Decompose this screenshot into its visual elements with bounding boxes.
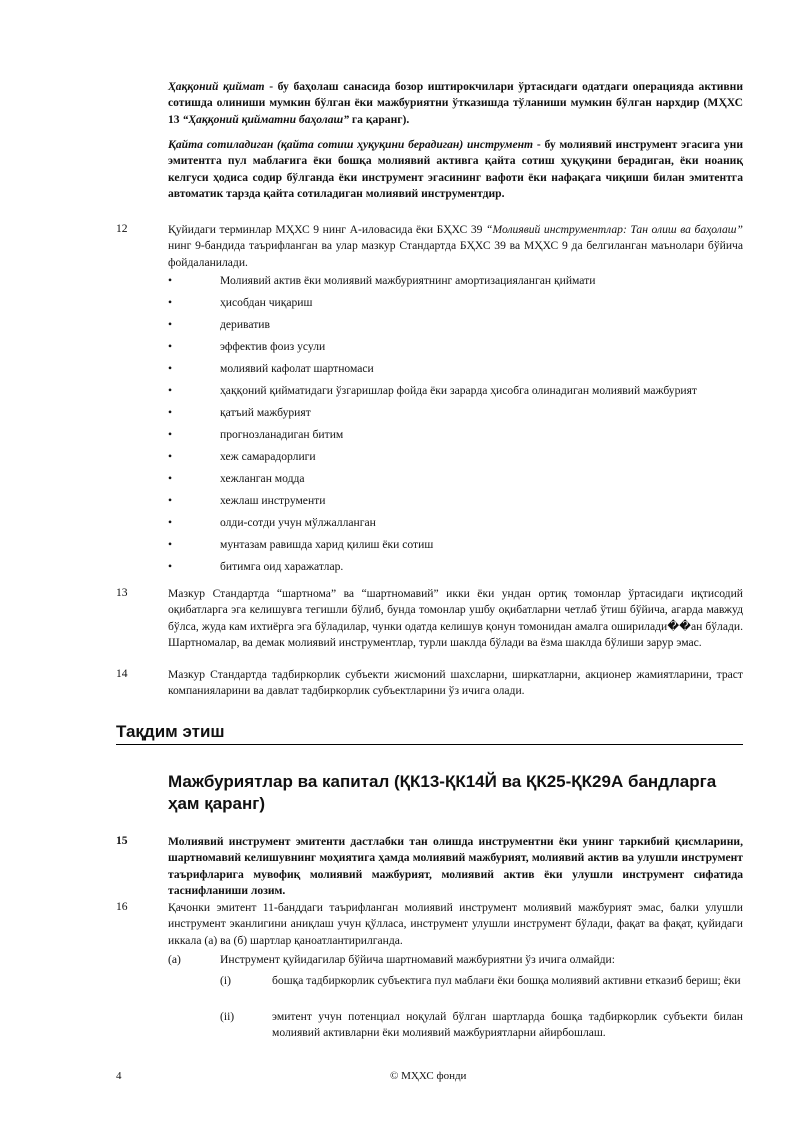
paragraph-text: Қуйидаги терминлар МҲХС 9 нинг А-иловасида ёки БҲХС 39 bbox=[168, 223, 487, 236]
bullet-icon: • bbox=[168, 296, 173, 309]
list-item-text: молиявий кафолат шартномаси bbox=[220, 362, 374, 375]
paragraph-13: Мазкур Стандартда “шартнома” ва “шартномавий” икки ёки ундан ортиқ томонлар ўртасидаги иқтисодий оқибатларга эга келишувга тегишли бўлиб, бунда томонлар ушбу оқибатларни четлаб ўтиш бўйича, агарда мавжуд бўлса, жуда кам ихтиёрга эга бўладилар, чунки одатда келишув қонун томонидан амалга оширилади��ан бўлади. Шартномалар, ва демак молиявий инструментлар, турли шаклда бўлади ва ёзма шаклда бўлиши зарур эмас. bbox=[168, 587, 743, 650]
subitem-text: бошқа тадбиркорлик субъектига пул маблағи ёки бошқа молиявий активни етказиб бериш; ёки bbox=[272, 974, 741, 987]
page-number: 4 bbox=[116, 1070, 122, 1082]
subsection-heading: Мажбуриятлар ва капитал (ҚК13-ҚК14Й ва ҚК25-ҚК29А бандларга ҳам қаранг) bbox=[168, 772, 717, 813]
list-item bbox=[168, 383, 743, 399]
list-item-text: ҳисобдан чиқариш bbox=[220, 296, 313, 309]
subitem-label: (i) bbox=[220, 974, 231, 987]
list-item-text: битимга оид харажатлар. bbox=[220, 560, 344, 573]
paragraph-16: Қачонки эмитент 11-банддаги таърифланган молиявий инструмент молиявий мажбурият эмас, балки улушли инструмент эканлигини аниқлаш учун қўлласа, инструмент улушли инструмент бўлади, фақат ва фақат, қуйидаги иккала (а) ва (б) шартлар қаноатлантирилганда. bbox=[168, 901, 743, 947]
definition-puttable-instrument bbox=[168, 137, 743, 203]
paragraph-text: нинг 9-бандида таърифланган ва улар мазкур Стандартда БҲХС 39 ва МҲХС 9 да белгиланган маънолари бўйича фойдаланилади. bbox=[168, 239, 743, 269]
definition-term: Ҳаққоний қиймат bbox=[168, 80, 265, 93]
paragraph-number: 14 bbox=[116, 667, 128, 680]
list-item bbox=[168, 515, 743, 531]
definition-reference: “Ҳаққоний қийматни баҳолаш” bbox=[182, 112, 350, 126]
list-item bbox=[168, 273, 743, 289]
bullet-icon: • bbox=[168, 362, 173, 375]
list-item bbox=[168, 317, 743, 333]
list-item-text: мунтазам равишда харид қилиш ёки сотиш bbox=[220, 538, 434, 551]
list-item bbox=[168, 537, 743, 553]
list-item bbox=[168, 427, 743, 443]
terms-list bbox=[168, 273, 743, 581]
list-item bbox=[168, 471, 743, 487]
paragraph-12 bbox=[168, 222, 743, 271]
item-label: (а) bbox=[168, 953, 181, 966]
definition-text: - бу баҳолаш санасида бозор иштирокчилари ўртасидаги одатдаги операцияда активни сотишда олиниши мумкин бўлган ёки мажбуриятни ўтказишда тўланиши мумкин бўлган нархдир (МҲХС 13 bbox=[168, 80, 743, 126]
list-item bbox=[168, 449, 743, 465]
subitem-label: (ii) bbox=[220, 1010, 235, 1023]
list-item-text: олди-сотди учун мўлжалланган bbox=[220, 516, 376, 529]
list-item-text: прогнозланадиган битим bbox=[220, 428, 344, 441]
bullet-icon: • bbox=[168, 274, 173, 287]
bullet-icon: • bbox=[168, 384, 173, 397]
definition-fair-value bbox=[168, 79, 743, 128]
paragraph-number: 16 bbox=[116, 900, 128, 913]
item-text: Инструмент қуйидагилар бўйича шартномавий мажбуриятни ўз ичига олмайди: bbox=[220, 953, 615, 966]
bullet-icon: • bbox=[168, 450, 173, 463]
bullet-icon: • bbox=[168, 516, 173, 529]
paragraph-number: 13 bbox=[116, 586, 128, 599]
bullet-icon: • bbox=[168, 340, 173, 353]
definition-term: Қайта сотиладиган (қайта сотиш ҳуқуқини берадиган) инструмент bbox=[168, 138, 534, 151]
paragraph-number: 15 bbox=[116, 834, 128, 847]
standard-title: “Молиявий инструментлар: Тан олиш ва баҳолаш” bbox=[486, 223, 743, 236]
list-item bbox=[168, 295, 743, 311]
definition-text: - бу молиявий инструмент эгасига уни эмитентга пул маблағига ёки бошқа молиявий активга қайта сотиш ҳуқуқини берадиган, ёки ноаниқ келгуси ҳодиса содир бўлганда ёки инструмент эгасининг вафоти ёки нафақага чиқиши билан эмитентга автоматик тарзда қайта сотиладиган молиявий инструментдир. bbox=[168, 138, 743, 201]
definition-tail: га қаранг). bbox=[349, 112, 410, 126]
list-item-text: эффектив фоиз усули bbox=[220, 340, 326, 353]
list-item-text: хежланган модда bbox=[220, 472, 305, 485]
subitem-text: эмитент учун потенциал ноқулай бўлган шартларда бошқа тадбиркорлик субъекти билан молиявий активларни ёки молиявий мажбуриятларни айирбошлаш. bbox=[272, 1010, 743, 1040]
list-item-text: қатъий мажбурият bbox=[220, 406, 311, 419]
list-item bbox=[168, 361, 743, 377]
list-item bbox=[168, 493, 743, 509]
list-item bbox=[168, 339, 743, 355]
bullet-icon: • bbox=[168, 538, 173, 551]
list-item-text: Молиявий актив ёки молиявий мажбуриятнинг амортизацияланган қиймати bbox=[220, 274, 596, 287]
paragraph-number: 12 bbox=[116, 222, 128, 235]
bullet-icon: • bbox=[168, 472, 173, 485]
bullet-icon: • bbox=[168, 318, 173, 331]
footer-copyright: © МҲХС фонди bbox=[390, 1070, 467, 1082]
list-item bbox=[168, 559, 743, 575]
list-item-text: хежлаш инструменти bbox=[220, 494, 326, 507]
bullet-icon: • bbox=[168, 560, 173, 573]
list-item-text: ҳаққоний қийматидаги ўзгаришлар фойда ёки зарарда ҳисобга олинадиган молиявий мажбурият bbox=[220, 384, 697, 397]
paragraph-15: Молиявий инструмент эмитенти дастлабки тан олишда инструментни ёки унинг таркибий қисмларини, шартномавий келишувнинг моҳиятига ҳамда молиявий мажбурият, молиявий актив ва улушли инструмент таърифларига мувофиқ молиявий мажбурият, молиявий актив ёки улушли инструмент сифатида таснифланиши лозим. bbox=[168, 835, 743, 898]
list-item-text: хеж самарадорлиги bbox=[220, 450, 316, 463]
bullet-icon: • bbox=[168, 406, 173, 419]
paragraph-14: Мазкур Стандартда тадбиркорлик субъекти жисмоний шахсларни, ширкатларни, акционер жамиятларини, траст компанияларини ва давлат тадбиркорлик субъектларини ўз ичига олади. bbox=[168, 668, 743, 698]
list-item bbox=[168, 405, 743, 421]
list-item-text: дериватив bbox=[220, 318, 270, 331]
bullet-icon: • bbox=[168, 494, 173, 507]
bullet-icon: • bbox=[168, 428, 173, 441]
section-heading: Тақдим этиш bbox=[116, 722, 743, 745]
